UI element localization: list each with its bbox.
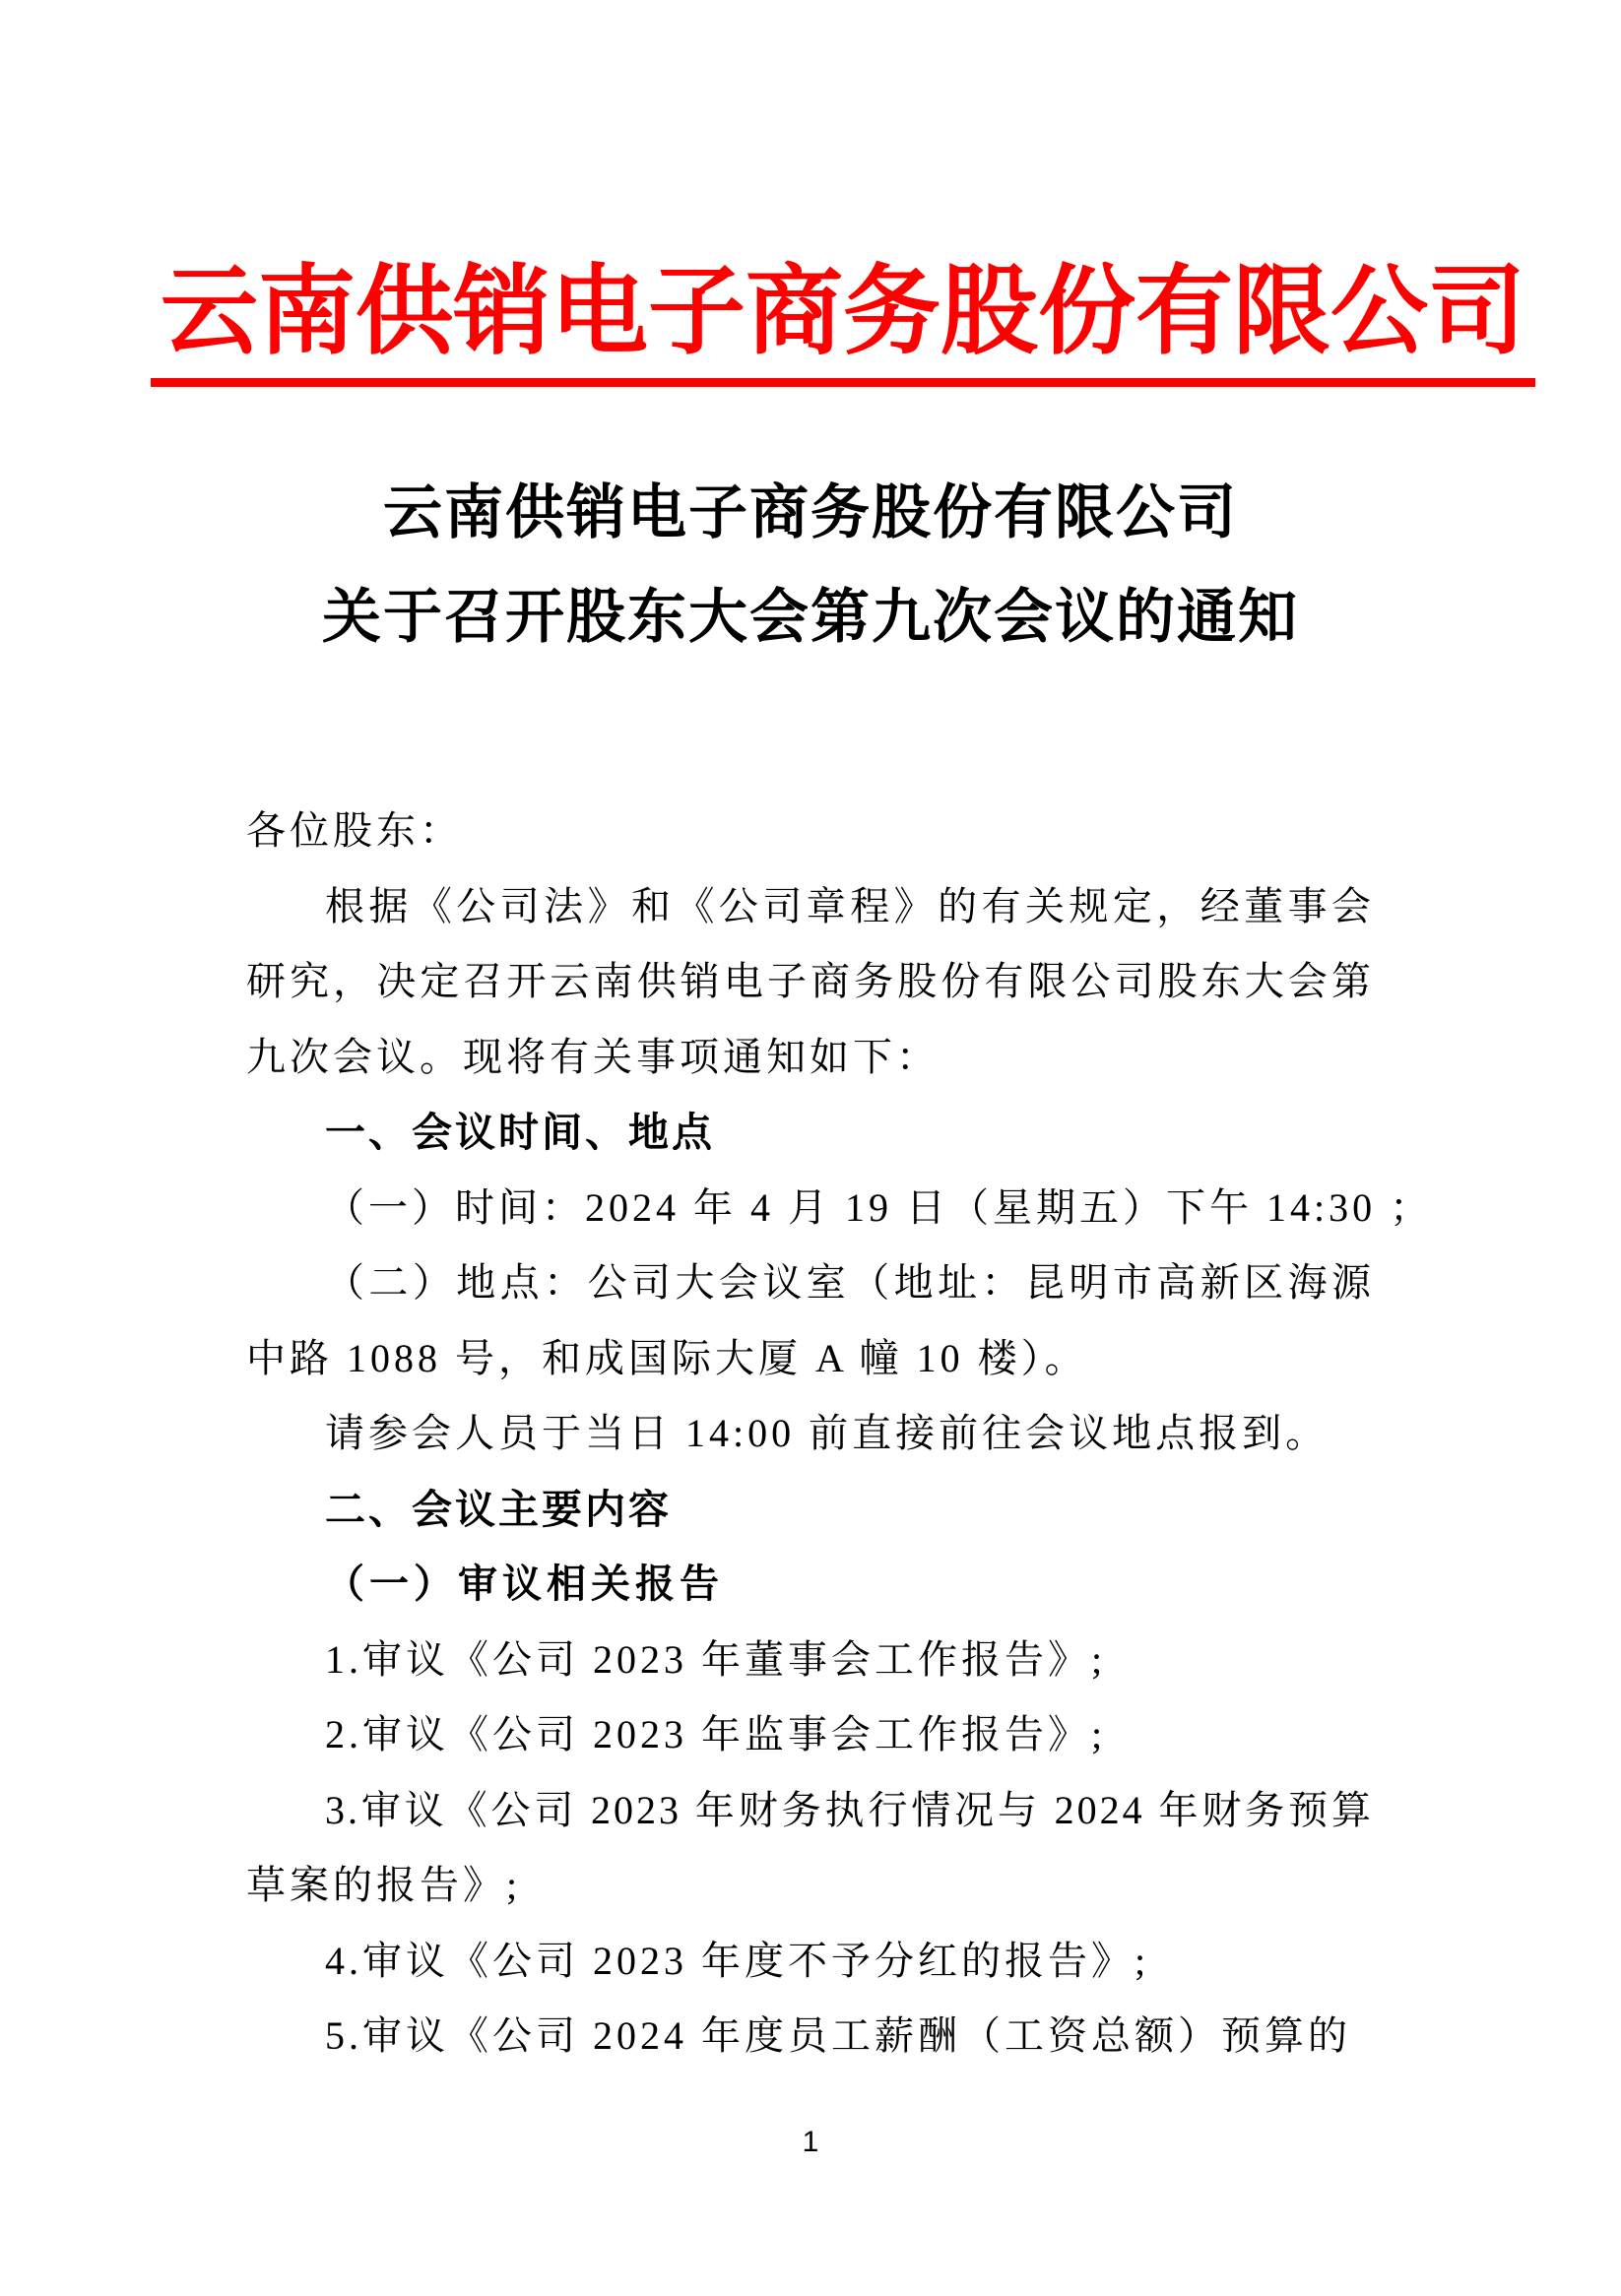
agenda-item-4: 4.审议《公司 2023 年度不予分红的报告》; <box>325 1938 1150 1983</box>
document-body <box>246 794 1434 2074</box>
section-heading-1: 一、会议时间、地点 <box>325 1110 715 1155</box>
title-line-1: 云南供销电子商务股份有限公司 <box>383 480 1238 545</box>
title-line-2: 关于召开股东大会第九次会议的通知 <box>322 585 1299 650</box>
body-line: 九次会议。现将有关事项通知如下： <box>246 1034 940 1079</box>
body-line: 请参会人员于当日 14:00 前直接前往会议地点报到。 <box>325 1411 1329 1455</box>
body-line: 根据《公司法》和《公司章程》的有关规定，经董事会 <box>325 883 1374 928</box>
body-line: 中路 1088 号，和成国际大厦 A 幢 10 楼）。 <box>246 1335 1088 1380</box>
section-heading-2: 二、会议主要内容 <box>325 1486 672 1532</box>
subsection-heading: （一）审议相关报告 <box>325 1562 724 1606</box>
body-line-salutation: 各位股东： <box>246 808 463 853</box>
page-number: 1 <box>802 2126 819 2158</box>
body-line-meeting-place: （二）地点：公司大会议室（地址：昆明市高新区海源 <box>325 1260 1374 1305</box>
agenda-item-5: 5.审议《公司 2024 年度员工薪酬（工资总额）预算的 <box>325 2013 1351 2058</box>
agenda-item-1: 1.审议《公司 2023 年董事会工作报告》; <box>325 1636 1107 1682</box>
document-title <box>0 461 1621 670</box>
letterhead-underline <box>151 378 1535 387</box>
body-line: 研究，决定召开云南供销电子商务股份有限公司股东大会第 <box>246 959 1374 1003</box>
company-letterhead-banner: 云南供销电子商务股份有限公司 <box>161 259 1525 366</box>
agenda-item-2: 2.审议《公司 2023 年监事会工作报告》; <box>325 1712 1107 1756</box>
agenda-item-3-cont: 草案的报告》; <box>246 1863 522 1907</box>
agenda-item-3: 3.审议《公司 2023 年财务执行情况与 2024 年财务预算 <box>325 1787 1374 1832</box>
body-line-meeting-time: （一）时间：2024 年 4 月 19 日（星期五）下午 14:30 ； <box>325 1184 1434 1230</box>
